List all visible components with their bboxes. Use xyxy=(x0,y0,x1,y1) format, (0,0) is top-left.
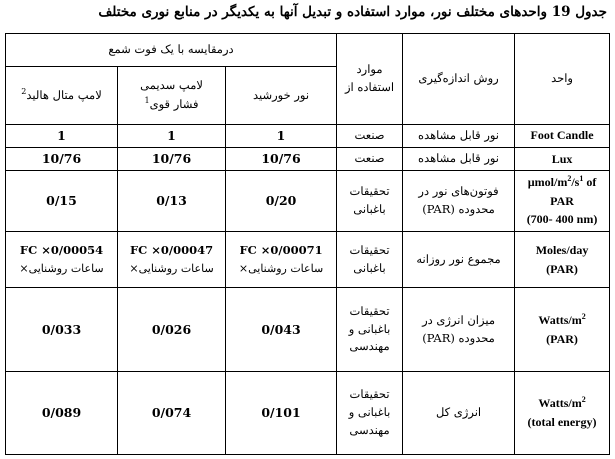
header-hp-sodium xyxy=(118,67,226,124)
cell-sunlight: 0/043 xyxy=(226,288,337,371)
cell-metal-halide: 1 xyxy=(6,124,118,147)
header-unit: واحد xyxy=(515,34,610,125)
header-hp-sodium-line1: لامپ سدیمی xyxy=(140,78,203,93)
cell-hp-sodium: 0/13 xyxy=(118,171,226,232)
cell-method: نور قابل مشاهده xyxy=(403,147,515,170)
cell-method: انرژی کل xyxy=(403,371,515,454)
header-hp-sodium-line2: فشار قوی$^1$ xyxy=(144,96,199,111)
cell-usage: تحقیقات باغبانی و مهندسی xyxy=(337,288,403,371)
cell-unit: Watts/$m^2$ (PAR) xyxy=(515,288,610,371)
cell-metal-halide: 0/089 xyxy=(6,371,118,454)
footnote-mark-1: 1 xyxy=(144,96,150,105)
cell-method: میزان انرژی در محدوده (PAR) xyxy=(403,288,515,371)
header-method: روش اندازه‌گیری xyxy=(403,34,515,125)
cell-usage: صنعت xyxy=(337,147,403,170)
cell-sunlight: FC ×0/00071 ساعات روشنایی× xyxy=(226,232,337,288)
cell-hp-sodium: FC ×0/00047 ساعات روشنایی× xyxy=(118,232,226,288)
cell-sunlight: 10/76 xyxy=(226,147,337,170)
cell-metal-halide: FC ×0/00054 ساعات روشنایی× xyxy=(6,232,118,288)
table-row xyxy=(6,288,610,371)
cell-hp-sodium: 1 xyxy=(118,124,226,147)
table-row xyxy=(6,232,610,288)
header-sunlight: نور خورشید xyxy=(226,67,337,124)
cell-sunlight: 0/101 xyxy=(226,371,337,454)
cell-sunlight: 0/20 xyxy=(226,171,337,232)
header-comparison: درمقایسه با یک فوت شمع xyxy=(6,34,337,67)
cell-unit: Foot Candle xyxy=(515,124,610,147)
light-units-table xyxy=(5,33,610,455)
header-metal-halide: لامپ متال هالید$^2$ xyxy=(6,67,118,124)
cell-unit: Watts/$m^2$ (total energy) xyxy=(515,371,610,454)
cell-hp-sodium: 10/76 xyxy=(118,147,226,170)
table-caption: جدول 19 واحدهای مختلف نور، موارد استفاده و تبدیل آنها به یکدیگر در منابع نوری مختلف xyxy=(98,4,607,20)
cell-method: مجموع نور روزانه xyxy=(403,232,515,288)
cell-metal-halide: 10/76 xyxy=(6,147,118,170)
cell-hp-sodium: 0/026 xyxy=(118,288,226,371)
footnote-mark-2: 2 xyxy=(21,87,27,97)
cell-hp-sodium: 0/074 xyxy=(118,371,226,454)
table-row xyxy=(6,371,610,454)
cell-method: فوتون‌های نور در محدوده (PAR) xyxy=(403,171,515,232)
cell-usage: تحقیقات باغبانی و مهندسی xyxy=(337,371,403,454)
cell-unit: Moles/day (PAR) xyxy=(515,232,610,288)
table-row xyxy=(6,124,610,147)
cell-usage: صنعت xyxy=(337,124,403,147)
table-row xyxy=(6,171,610,232)
cell-unit: Lux xyxy=(515,147,610,170)
cell-method: نور قابل مشاهده xyxy=(403,124,515,147)
header-usage: موارد استفاده از xyxy=(337,34,403,125)
cell-metal-halide: 0/033 xyxy=(6,288,118,371)
header-row-1 xyxy=(6,34,610,67)
cell-sunlight: 1 xyxy=(226,124,337,147)
table-row xyxy=(6,147,610,170)
cell-usage: تحقیقات باغبانی xyxy=(337,232,403,288)
cell-usage: تحقیقات باغبانی xyxy=(337,171,403,232)
cell-unit: µmol/$m^2/s^1$ of PAR (700- 400 nm) xyxy=(515,171,610,232)
cell-metal-halide: 0/15 xyxy=(6,171,118,232)
